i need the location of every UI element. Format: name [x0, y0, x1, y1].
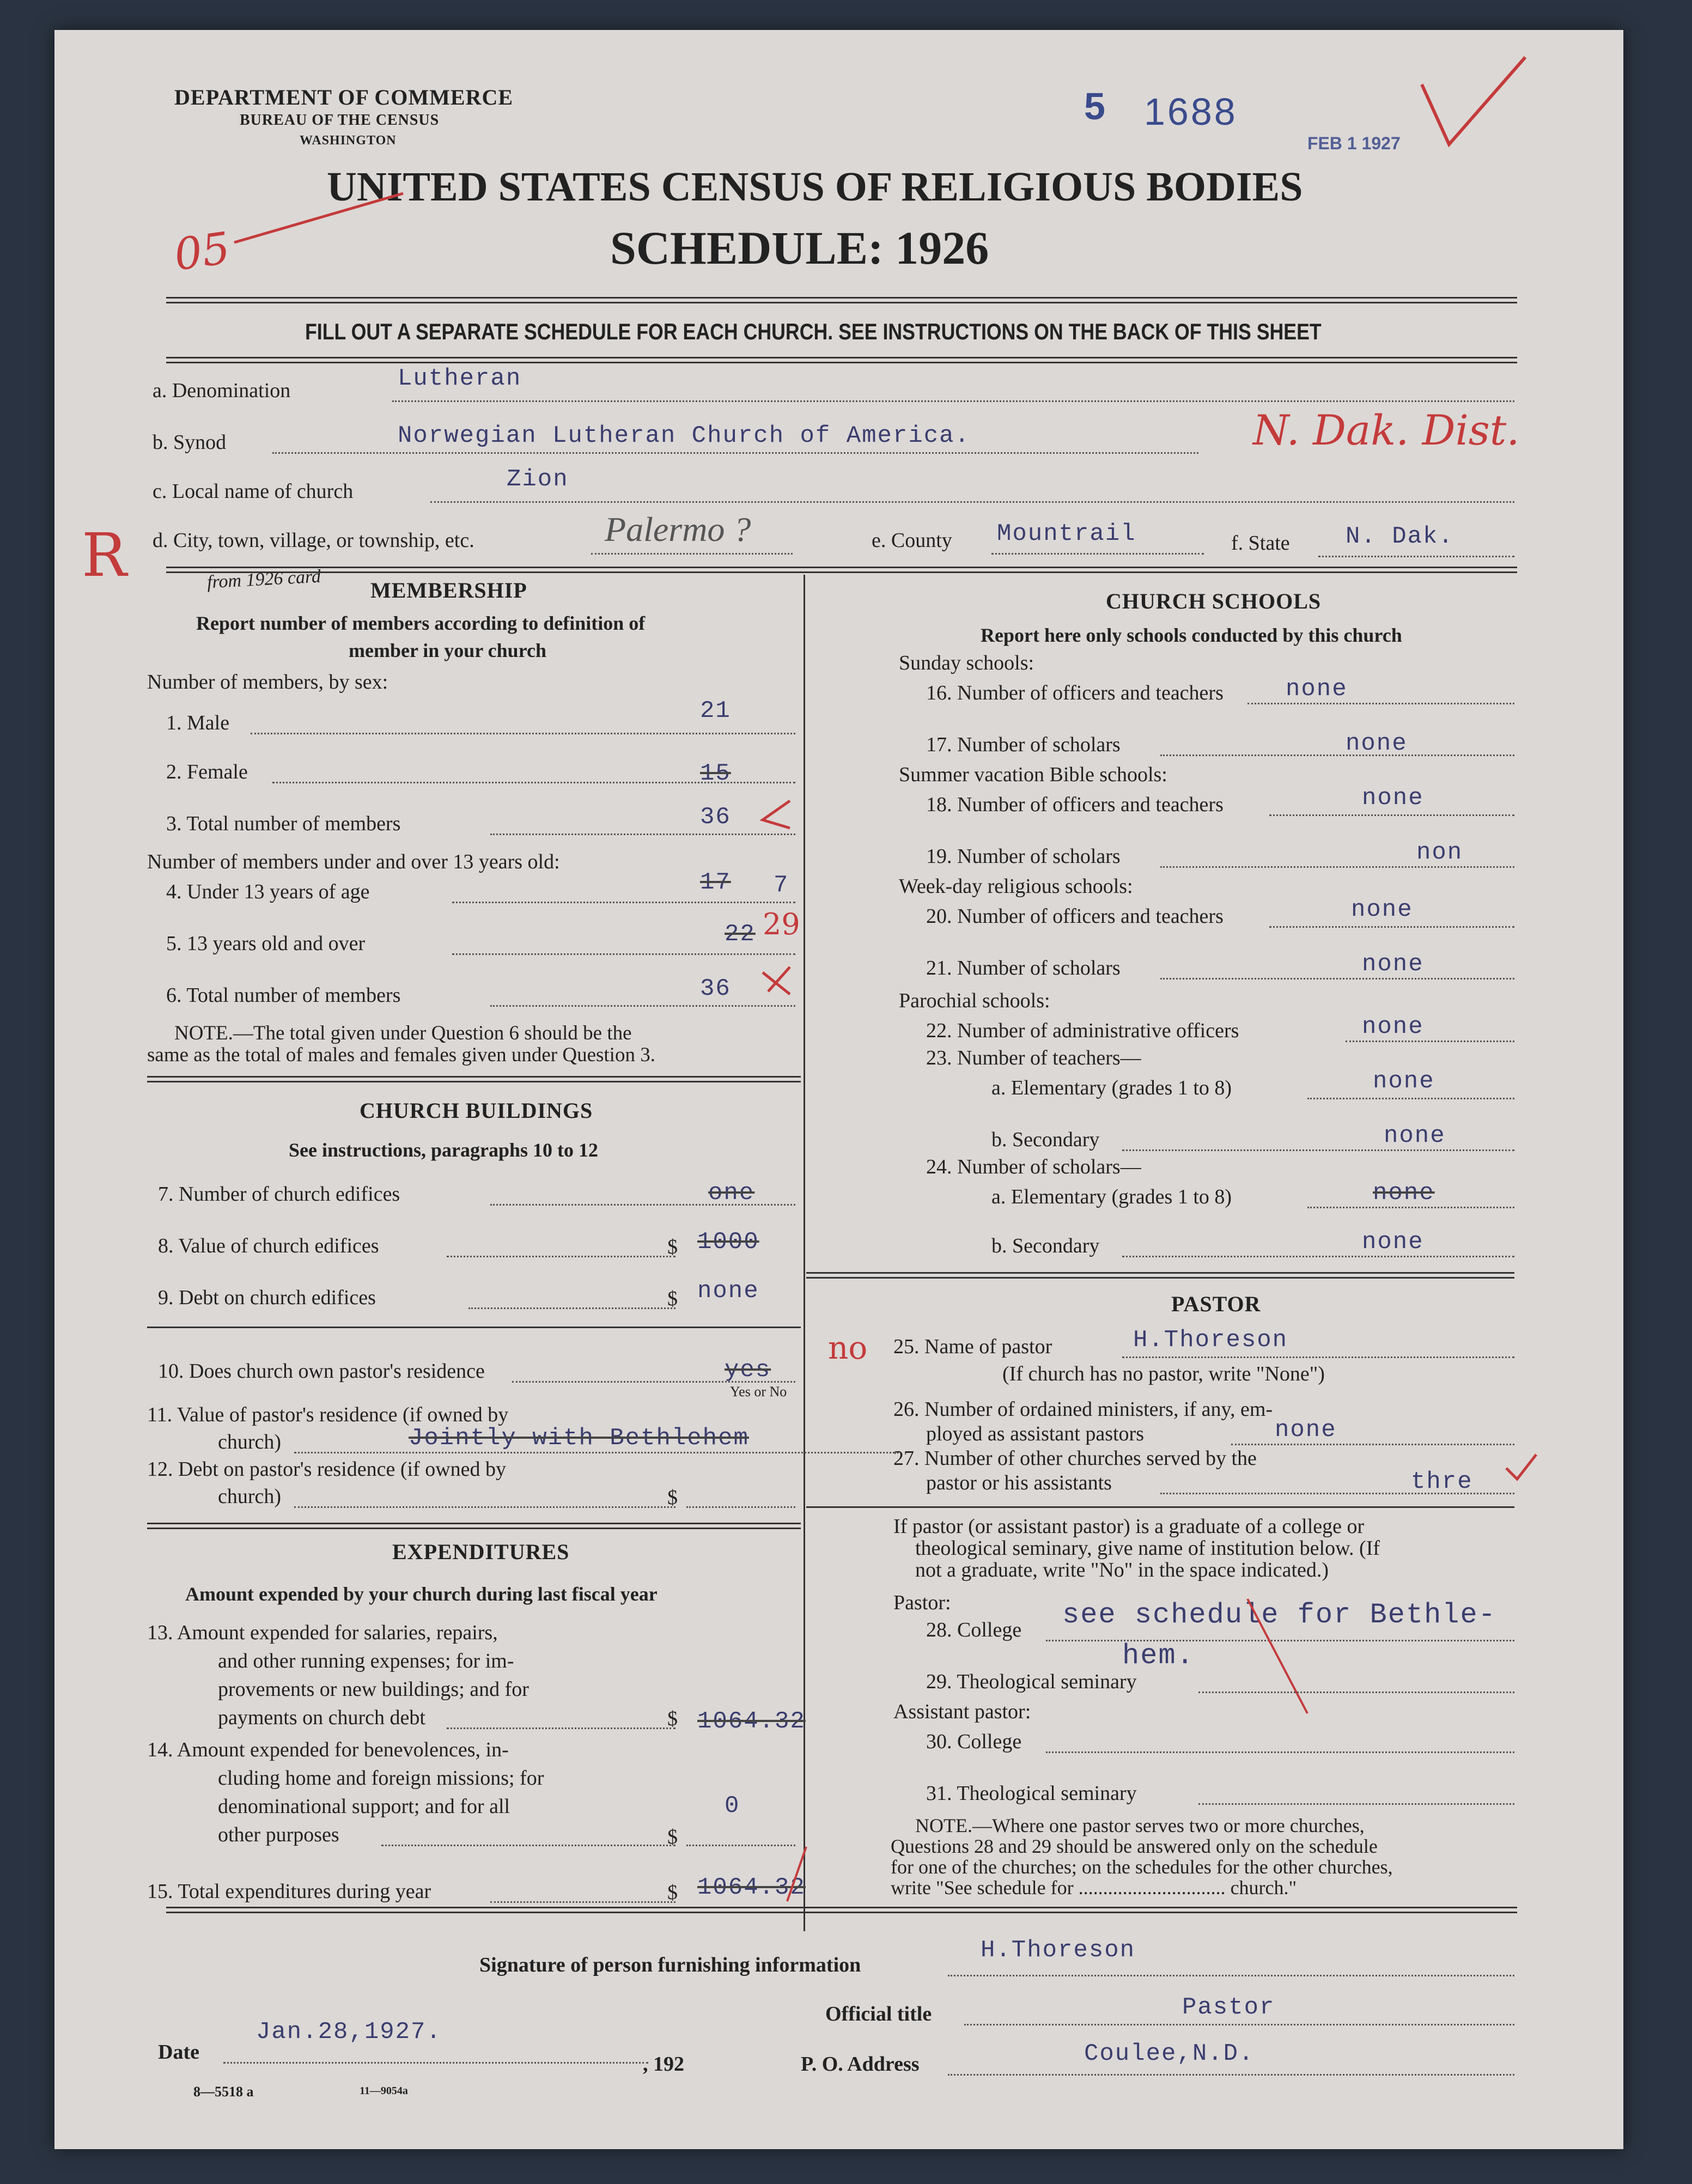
denomination-label: a. Denomination [153, 379, 291, 402]
yes-no-hint: Yes or No [730, 1384, 787, 1400]
synod-value[interactable]: Norwegian Lutheran Church of America. [398, 422, 970, 449]
q20-value[interactable]: none [1351, 896, 1413, 923]
q31-label: 31. Theological seminary [926, 1782, 1137, 1805]
page-subtitle: SCHEDULE: 1926 [610, 222, 989, 274]
pencil-stroke-icon [229, 188, 409, 248]
form-code: 8—5518 a [193, 2084, 254, 2100]
q8-label: 8. Value of church edifices [158, 1234, 379, 1257]
date-value[interactable]: Jan.28,1927. [256, 2018, 442, 2046]
q10-label: 10. Does church own pastor's residence [158, 1360, 485, 1383]
q20-label: 20. Number of officers and teachers [926, 905, 1224, 928]
q23b-value[interactable]: none [1384, 1122, 1446, 1149]
summer-heading: Summer vacation Bible schools: [899, 763, 1167, 786]
grad-line-2: theological seminary, give name of institution below. (If [915, 1537, 1380, 1560]
q17-value[interactable]: none [1346, 730, 1408, 757]
pastor-note-4: write "See schedule for .............................. church." [891, 1877, 1297, 1899]
q16-label: 16. Number of officers and teachers [926, 682, 1224, 704]
schools-divider [806, 1272, 1514, 1279]
county-label: e. County [872, 529, 952, 552]
bureau-name: BUREAU OF THE CENSUS [240, 112, 440, 129]
q4-value[interactable]: 7 [774, 872, 789, 899]
q14-line-a: 14. Amount expended for benevolences, in- [147, 1738, 509, 1761]
q2-value[interactable]: 15 [700, 760, 731, 787]
pastor-note-3: for one of the churches; on the schedules for the other churches, [891, 1856, 1393, 1878]
date-label: Date [158, 2041, 199, 2064]
date-suffix: , 192 [643, 2053, 684, 2076]
synod-label: b. Synod [153, 431, 227, 454]
check-mark-icon [757, 964, 801, 997]
q14-line-d: other purposes [218, 1823, 339, 1846]
city-note: from 1926 card [206, 566, 321, 593]
q6-label: 6. Total number of members [166, 984, 401, 1007]
pastor-subheading: Pastor: [893, 1591, 951, 1614]
q26-line-b: ployed as assistant pastors [926, 1422, 1145, 1445]
weekday-heading: Week-day religious schools: [899, 875, 1133, 898]
buildings-sub: See instructions, paragraphs 10 to 12 [289, 1139, 599, 1161]
local-name-label: c. Local name of church [153, 480, 354, 503]
q5-crossed: 22 [725, 921, 756, 948]
q27-line-b: pastor or his assistants [926, 1471, 1112, 1494]
q19-label: 19. Number of scholars [926, 845, 1121, 868]
q17-label: 17. Number of scholars [926, 733, 1121, 756]
check-mark-icon [1411, 52, 1531, 161]
q6-value[interactable]: 36 [700, 975, 731, 1002]
age-heading: Number of members under and over 13 years old: [147, 850, 560, 873]
membership-heading: MEMBERSHIP [370, 578, 527, 603]
q12-label-a: 12. Debt on pastor's residence (if owned by [147, 1458, 507, 1481]
q11-label-a: 11. Value of pastor's residence (if owned by [147, 1403, 509, 1426]
schools-heading: CHURCH SCHOOLS [1106, 589, 1322, 613]
q3-value[interactable]: 36 [700, 804, 731, 831]
q10-handwritten: no [828, 1329, 868, 1366]
q29-label: 29. Theological seminary [926, 1670, 1137, 1693]
membership-note1: NOTE.—The total given under Question 6 should be the [174, 1022, 632, 1044]
q12-label-b: church) [218, 1485, 282, 1508]
check-mark-icon [779, 1844, 812, 1904]
q23a-value[interactable]: none [1373, 1068, 1435, 1095]
q19-value[interactable]: non [1416, 839, 1463, 866]
q23b-label: b. Secondary [991, 1128, 1100, 1151]
q28-value[interactable]: see schedule for Bethle- [1062, 1599, 1496, 1631]
department-name: DEPARTMENT OF COMMERCE [174, 85, 514, 109]
received-stamp: FEB 1 1927 [1307, 133, 1401, 153]
city-label: d. City, town, village, or township, etc. [153, 529, 474, 552]
grad-line-1: If pastor (or assistant pastor) is a graduate of a college or [893, 1515, 1365, 1538]
q27-line-a: 27. Number of other churches served by the [893, 1447, 1257, 1470]
membership-divider [147, 1076, 801, 1082]
census-schedule-sheet: DEPARTMENT OF COMMERCE BUREAU OF THE CENSUS WASHINGTON 5 1688 FEB 1 1927 UNITED STATES CENSUS OF RELIGIOUS BODIES SCHEDULE: 1926 05 R FILL OUT A SEPARATE SCHEDULE FOR EACH CHURCH. SEE INSTRUCTIONS ON THE BACK OF THIS SHEET a. Denomination Lutheran b. Synod Norwegian Lutheran Church of America. N. Dak. Dist. c. Local name of church Zion from 1926 card d. City, town, village, or township, etc. Palermo ? e. County Mountrail f. State N. Dak. MEMBERSHIP Report number of members according to definition of member in your church Number of members, by sex: 1. Male 21 2. Female 15 3. Total number of members 36 Number of members under and over 13 years old: 4. Under 13 years of age 17 7 5. 13 years old and over 22 29 6. Total number of members 36 NOTE.—The total given under Question 6 should be the same as the total of males and females given under Question 3. CHURCH BUILDINGS See instructions, paragraphs 10 to 12 7. Number of church edifices one 8. Value of church edifices $ 1000 9. Debt on church edifices $ none no 10. Does church own pastor's residence yes Yes or No 11. Value of pastor's residence (if owned by church) Jointly with Bethlehem 12. Debt on pastor's residence (if owned by church) $ EXPENDITURES Amount expended by your church during last fiscal year 13. Amount expended for salaries, repairs, and other running expenses; for im- provements or new buildings; and for payments on church debt $ 1064.32 14. Amount expended for benevolences, in- cluding home and foreign missions; for denominational support; and for all other purposes 0 $ 15. Total expenditures during year $ 1064.32 CHURCH SCHOOLS Report here only schools conducted by this church Sunday schools: 16. Number of officers and teachers none 17. Number of scholars none Summer vacation Bible schools: 18. Number of officers and teachers none 19. Number of scholars non Week-day religious schools: 20. Number of officers and teachers none 21. Number of scholars none Parochial schools: 22. Number of administrative officers none 23. Number of teachers— a. Elementary (grades 1 to 8) none b. Secondary none 24. Number of scholars— a. Elementary (grades 1 to 8) none b. Secondary none PASTOR 25. Name of pastor H.Thoreson (If church has no pastor, write "None") 26. Number of ordained ministers, if any, em- ployed as assistant pastors none 27. Number of other churches served by the pastor or his assistants thre If pastor (or assistant pastor) is a graduate of a college or theological seminary, give name of institution below. (If not a graduate, write "No" in the space indicated.) Pastor: 28. College see schedule for Bethle- hem. 29. Theological seminary Assistant pastor: 30. College 31. Theological seminary NOTE.—Where one pastor serves two or more churches, Questions 28 and 29 should be answered only on the schedule for one of the churches; on the schedules for the other churches, write "See schedule for .............................. church." Signature of person furnishing information H.Thoreson Official title Pastor Date Jan.28,1927. , 192 P. O. Address Coulee,N.D. 8—5518 a 11—9054a [54, 30, 1623, 2149]
instruction-divider [166, 357, 1517, 363]
q25-note: (If church has no pastor, write "None") [1002, 1362, 1325, 1385]
membership-sub2: member in your church [349, 640, 547, 661]
pastor-note-1: NOTE.—Where one pastor serves two or more churches, [915, 1815, 1365, 1836]
q7-label: 7. Number of church edifices [158, 1183, 400, 1206]
official-title-label: Official title [825, 2003, 932, 2025]
q24a-label: a. Elementary (grades 1 to 8) [991, 1185, 1232, 1208]
assistant-subheading: Assistant pastor: [893, 1700, 1031, 1723]
sunday-heading: Sunday schools: [899, 652, 1034, 674]
buildings-divider [147, 1523, 801, 1529]
pastor-note-2: Questions 28 and 29 should be answered only on the schedule [891, 1835, 1378, 1857]
buildings-heading: CHURCH BUILDINGS [360, 1098, 593, 1123]
po-address-label: P. O. Address [801, 2053, 920, 2076]
q24b-value[interactable]: none [1362, 1228, 1424, 1256]
q15-value[interactable]: 1064.32 [697, 1874, 806, 1901]
check-mark-icon [757, 798, 801, 831]
identity-divider [166, 567, 1517, 573]
denomination-value[interactable]: Lutheran [398, 365, 522, 392]
q30-label: 30. College [926, 1730, 1022, 1753]
q7-value[interactable]: one [708, 1179, 755, 1207]
q21-label: 21. Number of scholars [926, 957, 1121, 980]
pencil-stroke-icon [1242, 1593, 1318, 1719]
q2-label: 2. Female [166, 761, 248, 783]
schools-sub: Report here only schools conducted by this church [981, 624, 1402, 646]
signature-label: Signature of person furnishing information [479, 1954, 861, 1976]
pastor-heading: PASTOR [1171, 1292, 1261, 1316]
membership-sub1: Report number of members according to definition of [196, 612, 646, 634]
page-title: UNITED STATES CENSUS OF RELIGIOUS BODIES [327, 164, 1303, 210]
grad-line-3: not a graduate, write "No" in the space indicated.) [915, 1559, 1329, 1581]
local-name-value[interactable]: Zion [507, 466, 569, 493]
q13-line-a: 13. Amount expended for salaries, repairs, [147, 1621, 498, 1644]
q27-value[interactable]: thre [1411, 1468, 1473, 1495]
q3-label: 3. Total number of members [166, 812, 401, 835]
q4-crossed: 17 [700, 869, 731, 896]
expenditures-sub: Amount expended by your church during last fiscal year [185, 1583, 658, 1605]
synod-handwritten: N. Dak. Dist. [1253, 406, 1520, 454]
q11-value[interactable]: Jointly with Bethlehem [409, 1425, 749, 1452]
q1-value[interactable]: 21 [700, 697, 731, 725]
margin-mark-05: 05 [171, 222, 233, 281]
state-label: f. State [1231, 532, 1290, 555]
print-code: 11—9054a [360, 2085, 408, 2097]
q22-label: 22. Number of administrative officers [926, 1019, 1239, 1042]
q26-value[interactable]: none [1275, 1416, 1337, 1444]
q4-label: 4. Under 13 years of age [166, 880, 370, 903]
q8-value[interactable]: 1000 [697, 1228, 759, 1256]
parochial-heading: Parochial schools: [899, 989, 1050, 1012]
membership-by-sex: Number of members, by sex: [147, 671, 388, 693]
body-footer-divider [166, 1907, 1517, 1913]
q26-line-a: 26. Number of ordained ministers, if any, em- [893, 1398, 1273, 1421]
margin-mark-r: R [82, 520, 127, 590]
instruction-banner: FILL OUT A SEPARATE SCHEDULE FOR EACH CHURCH. SEE INSTRUCTIONS ON THE BACK OF THIS SHEET [305, 319, 1322, 344]
q24-label: 24. Number of scholars— [926, 1155, 1141, 1178]
q13-value[interactable]: 1064.32 [697, 1708, 806, 1735]
q15-label: 15. Total expenditures during year [147, 1880, 431, 1903]
title-divider [166, 297, 1517, 303]
q25-value[interactable]: H.Thoreson [1133, 1327, 1288, 1354]
q9-label: 9. Debt on church edifices [158, 1286, 376, 1309]
q5-label: 5. 13 years old and over [166, 932, 366, 955]
expenditures-heading: EXPENDITURES [392, 1540, 570, 1564]
q11-label-b: church) [218, 1431, 282, 1453]
q24b-label: b. Secondary [991, 1234, 1100, 1257]
serial-prefix: 5 [1084, 85, 1105, 127]
q16-value[interactable]: none [1286, 676, 1348, 703]
q21-value[interactable]: none [1362, 951, 1424, 978]
q24a-value[interactable]: none [1373, 1179, 1435, 1207]
q10-value[interactable]: yes [725, 1356, 771, 1384]
state-value[interactable]: N. Dak. [1346, 523, 1454, 550]
q13-line-d: payments on church debt [218, 1706, 425, 1729]
q1-label: 1. Male [166, 711, 230, 734]
po-address-value[interactable]: Coulee,N.D. [1084, 2040, 1255, 2067]
q28-label: 28. College [926, 1619, 1022, 1641]
q23a-label: a. Elementary (grades 1 to 8) [991, 1076, 1232, 1099]
q25-label: 25. Name of pastor [893, 1335, 1052, 1358]
q9-value[interactable]: none [697, 1277, 759, 1305]
q18-label: 18. Number of officers and teachers [926, 793, 1224, 816]
q18-value[interactable]: none [1362, 784, 1424, 812]
q5-value[interactable]: 29 [763, 907, 800, 941]
q23-label: 23. Number of teachers— [926, 1047, 1141, 1069]
membership-note2: same as the total of males and females given under Question 3. [147, 1044, 655, 1066]
city-value[interactable]: Palermo ? [605, 510, 751, 549]
serial-number: 1688 [1144, 90, 1238, 133]
county-value[interactable]: Mountrail [997, 520, 1136, 547]
q28-value-continued[interactable]: hem. [1122, 1640, 1195, 1672]
q14-value[interactable]: 0 [725, 1792, 740, 1820]
official-title-value[interactable]: Pastor [1182, 1994, 1275, 2021]
signature-value[interactable]: H.Thoreson [981, 1937, 1136, 1964]
q22-value[interactable]: none [1362, 1013, 1424, 1041]
city-name: WASHINGTON [300, 133, 397, 148]
check-mark-icon [1504, 1452, 1542, 1485]
